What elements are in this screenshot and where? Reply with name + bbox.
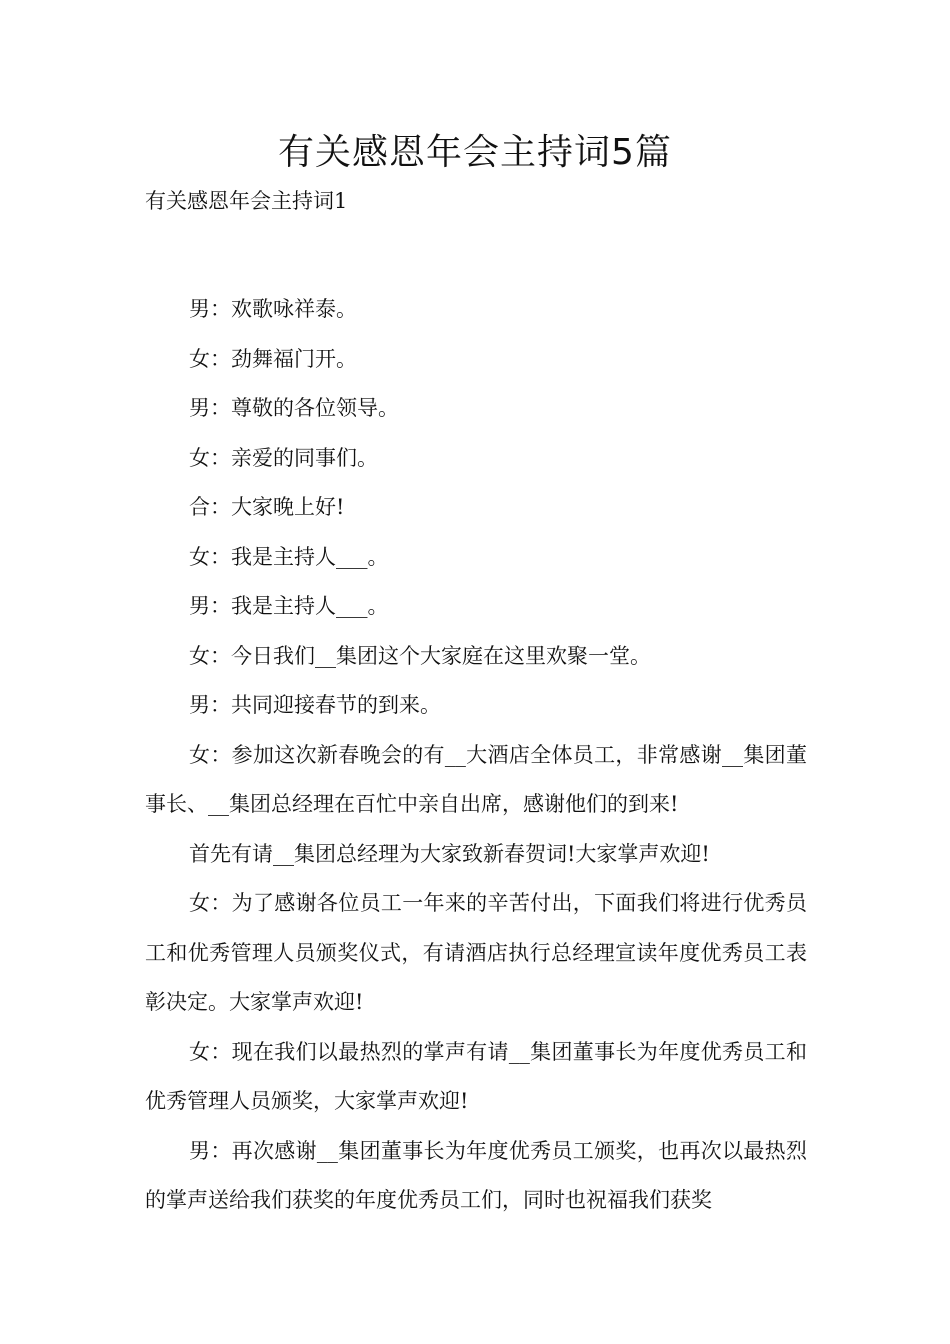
paragraph: 男：共同迎接春节的到来。	[189, 693, 441, 717]
paragraph: 男：再次感谢__集团董事长为年度优秀员工颁奖，也再次以最热烈的掌声送给我们获奖的年度优秀员工们，同时也祝福我们获奖	[145, 1138, 807, 1212]
paragraph: 女：亲爱的同事们。	[189, 445, 378, 470]
paragraph: 男：我是主持人___。	[189, 594, 389, 618]
paragraph: 合：大家晚上好!	[189, 495, 345, 519]
paragraph: 男：欢歌咏祥泰。	[189, 297, 357, 321]
paragraph: 女：现在我们以最热烈的掌声有请__集团董事长为年度优秀员工和优秀管理人员颁奖，大家掌声欢迎!	[145, 1039, 807, 1113]
section-heading: 有关感恩年会主持词1	[145, 189, 348, 213]
paragraph: 女：劲舞福门开。	[189, 346, 357, 371]
paragraph: 男：尊敬的各位领导。	[189, 396, 399, 420]
document-body	[145, 285, 807, 1226]
paragraph: 首先有请__集团总经理为大家致新春贺词!大家掌声欢迎!	[189, 841, 710, 866]
paragraph: 女：今日我们__集团这个大家庭在这里欢聚一堂。	[189, 643, 651, 668]
paragraph: 女：参加这次新春晚会的有__大酒店全体员工，非常感谢__集团董事长、__集团总经理在百忙中亲自出席，感谢他们的到来!	[145, 742, 807, 816]
paragraph: 女：我是主持人___。	[189, 544, 389, 569]
paragraph: 女：为了感谢各位员工一年来的辛苦付出，下面我们将进行优秀员工和优秀管理人员颁奖仪式，有请酒店执行总经理宣读年度优秀员工表彰决定。大家掌声欢迎!	[145, 891, 807, 1014]
document-title: 有关感恩年会主持词5篇	[278, 132, 672, 173]
